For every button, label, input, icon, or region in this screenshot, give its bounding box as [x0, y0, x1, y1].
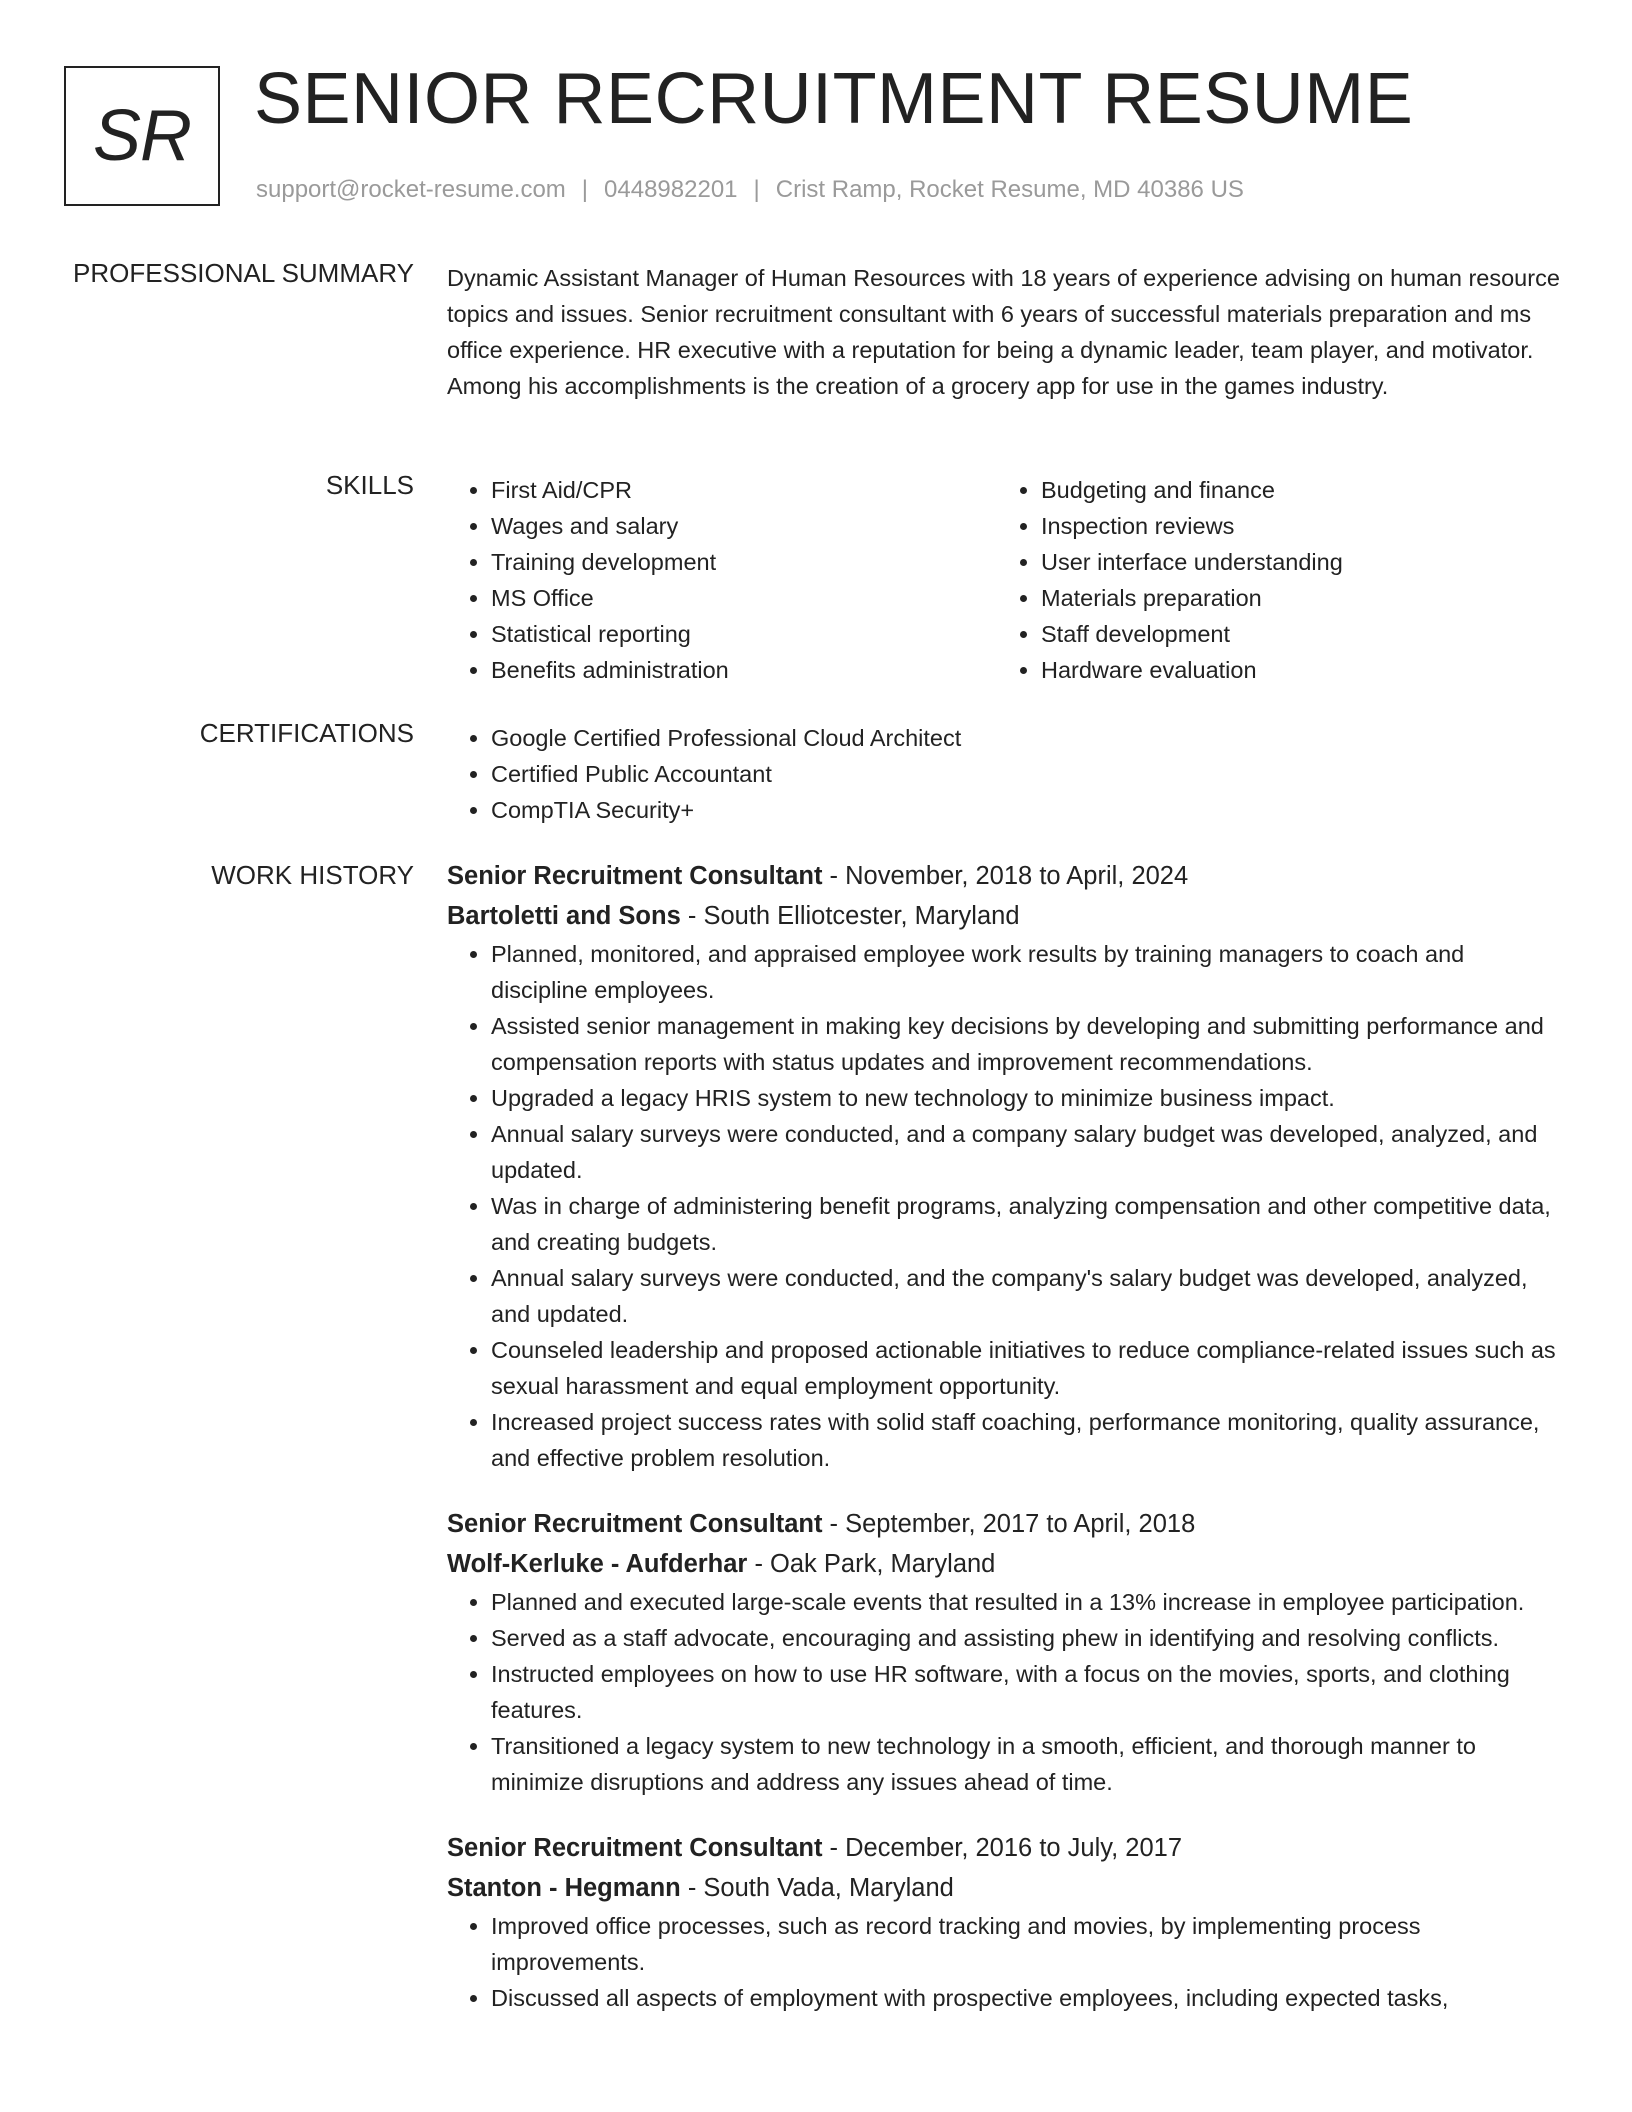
job-dates: - September, 2017 to April, 2018 [822, 1510, 1196, 1538]
job-location: - South Elliotcester, Maryland [680, 902, 1020, 930]
skill-item: • Inspection reviews [1041, 508, 1547, 544]
resume-title: SENIOR RECRUITMENT RESUME [254, 59, 1414, 139]
job-bullet: • Transitioned a legacy system to new technology in a smooth, efficient, and thorough manner to minimize disruptions and address any issues ahead of time. [491, 1728, 1567, 1800]
section-label-summary: PROFESSIONAL SUMMARY [73, 258, 414, 288]
contact-address: Crist Ramp, Rocket Resume, MD 40386 US [775, 176, 1244, 203]
job-bullet: • Improved office processes, such as record tracking and movies, by implementing process improvements. [491, 1908, 1567, 1980]
skill-item: • MS Office [491, 580, 997, 616]
initials-monogram: SR [64, 66, 220, 206]
section-label-certifications: CERTIFICATIONS [199, 718, 414, 748]
job-role: Senior Recruitment Consultant [447, 1510, 823, 1538]
skill-item: • Staff development [1041, 616, 1547, 652]
skills-column-left [447, 472, 997, 688]
skill-item: • User interface understanding [1041, 544, 1547, 580]
job-title-line [447, 1828, 1567, 1868]
summary-text: Dynamic Assistant Manager of Human Resources with 18 years of experience advising on human resource topics and issues. Senior recruitment consultant with 6 years of successful materials preparation and ms office experience. HR executive with a reputation for being a dynamic leader, team player, and motivator. Among his accomplishments is the creation of a grocery app for use in the games industry. [447, 265, 1560, 399]
contact-separator: | [753, 176, 760, 203]
job-bullet: • Instructed employees on how to use HR software, with a focus on the movies, sports, and clothing features. [491, 1656, 1567, 1728]
work-history-body [447, 856, 1567, 2044]
job-bullet: • Increased project success rates with solid staff coaching, performance monitoring, quality assurance, and effective problem resolution. [491, 1404, 1567, 1476]
skill-item: • Benefits administration [491, 652, 997, 688]
job-dates: - November, 2018 to April, 2024 [822, 862, 1189, 890]
job-company-line [447, 896, 1567, 936]
skill-item: • Wages and salary [491, 508, 997, 544]
job-bullet: • Discussed all aspects of employment with prospective employees, including expected tasks, [491, 1980, 1567, 2016]
skill-item: • Budgeting and finance [1041, 472, 1547, 508]
job-entry [447, 1828, 1567, 2016]
section-label-skills: SKILLS [325, 470, 414, 500]
skill-item: • Materials preparation [1041, 580, 1547, 616]
job-bullet: • Planned, monitored, and appraised employee work results by training managers to coach and discipline employees. [491, 936, 1567, 1008]
certification-item: • Google Certified Professional Cloud Architect [491, 720, 1567, 756]
skills-grid [447, 472, 1567, 688]
job-title-line [447, 856, 1567, 896]
skill-item: • First Aid/CPR [491, 472, 997, 508]
job-bullet: • Was in charge of administering benefit programs, analyzing compensation and other competitive data, and creating budgets. [491, 1188, 1567, 1260]
job-role: Senior Recruitment Consultant [447, 862, 823, 890]
job-bullet: • Served as a staff advocate, encouraging and assisting phew in identifying and resolving conflicts. [491, 1620, 1567, 1656]
job-bullets [447, 1584, 1567, 1800]
certification-item: • CompTIA Security+ [491, 792, 1567, 828]
skill-item: • Hardware evaluation [1041, 652, 1547, 688]
skills-column-right [997, 472, 1547, 688]
summary-body [447, 260, 1567, 404]
job-location: - Oak Park, Maryland [747, 1550, 996, 1578]
job-entry [447, 1504, 1567, 1800]
skill-item: • Training development [491, 544, 997, 580]
certification-item: • Certified Public Accountant [491, 756, 1567, 792]
contact-separator: | [581, 176, 589, 203]
job-company: Stanton - Hegmann [447, 1874, 681, 1902]
job-entry [447, 856, 1567, 1476]
job-location: - South Vada, Maryland [680, 1874, 954, 1902]
job-company: Wolf-Kerluke - Aufderhar [447, 1550, 748, 1578]
skill-item: • Statistical reporting [491, 616, 997, 652]
job-bullet: • Upgraded a legacy HRIS system to new technology to minimize business impact. [491, 1080, 1567, 1116]
contact-line [256, 176, 1244, 204]
job-company-line [447, 1868, 1567, 1908]
job-bullet: • Counseled leadership and proposed actionable initiatives to reduce compliance-related issues such as sexual harassment and equal employment opportunity. [491, 1332, 1567, 1404]
job-role: Senior Recruitment Consultant [447, 1834, 823, 1862]
job-bullet: • Annual salary surveys were conducted, and a company salary budget was developed, analyzed, and updated. [491, 1116, 1567, 1188]
contact-email: support@rocket-resume.com [256, 176, 566, 203]
job-bullet: • Assisted senior management in making key decisions by developing and submitting performance and compensation reports with status updates and improvement recommendations. [491, 1008, 1567, 1080]
job-company: Bartoletti and Sons [447, 902, 681, 930]
job-bullet: • Planned and executed large-scale events that resulted in a 13% increase in employee participation. [491, 1584, 1567, 1620]
job-company-line [447, 1544, 1567, 1584]
certifications-body [447, 720, 1567, 828]
skills-body [447, 472, 1567, 688]
section-label-work-history: WORK HISTORY [211, 860, 414, 890]
contact-phone: 0448982201 [604, 176, 738, 203]
job-title-line [447, 1504, 1567, 1544]
job-bullets [447, 936, 1567, 1476]
job-bullet: • Annual salary surveys were conducted, and the company's salary budget was developed, analyzed, and updated. [491, 1260, 1567, 1332]
job-bullets [447, 1908, 1567, 2016]
job-dates: - December, 2016 to July, 2017 [822, 1834, 1183, 1862]
